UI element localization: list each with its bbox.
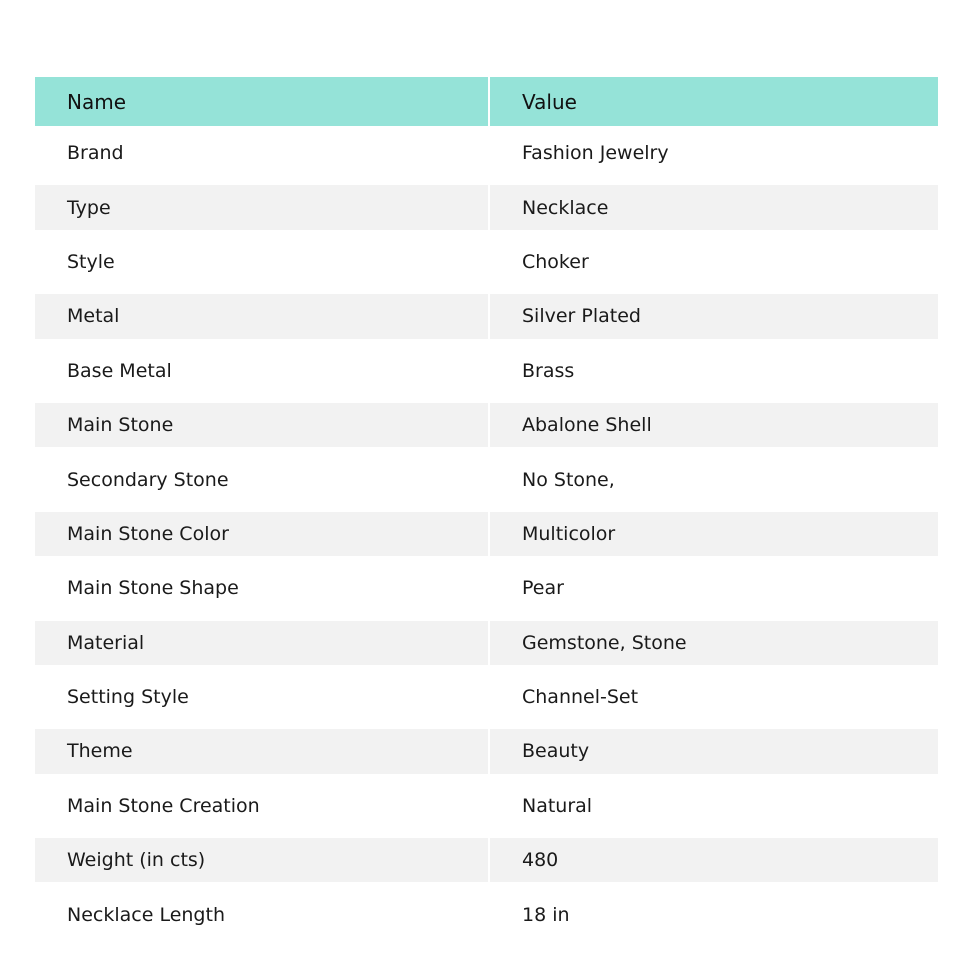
table-row — [35, 398, 938, 452]
table-row — [35, 507, 938, 561]
header-row — [35, 77, 938, 126]
table-header — [35, 77, 938, 126]
table-row — [35, 452, 938, 506]
table-row — [35, 126, 938, 180]
property-name-cell: Style — [35, 235, 490, 289]
property-value-cell: Abalone Shell — [490, 398, 938, 452]
property-value-cell: Channel-Set — [490, 670, 938, 724]
table-body — [35, 126, 938, 942]
property-value-cell: Multicolor — [490, 507, 938, 561]
property-name-cell: Metal — [35, 289, 490, 343]
property-value-cell: Brass — [490, 344, 938, 398]
property-value-cell: Choker — [490, 235, 938, 289]
property-name-cell: Setting Style — [35, 670, 490, 724]
property-value-cell: 480 — [490, 833, 938, 887]
property-name-cell: Necklace Length — [35, 887, 490, 941]
property-value-cell: Beauty — [490, 724, 938, 778]
column-header-value: Value — [490, 77, 938, 126]
table-row — [35, 724, 938, 778]
property-name-cell: Main Stone — [35, 398, 490, 452]
property-name-cell: Base Metal — [35, 344, 490, 398]
property-name-cell: Material — [35, 616, 490, 670]
table-row — [35, 344, 938, 398]
property-value-cell: No Stone, — [490, 452, 938, 506]
table-row — [35, 616, 938, 670]
table-row — [35, 670, 938, 724]
table-row — [35, 289, 938, 343]
property-name-cell: Main Stone Shape — [35, 561, 490, 615]
property-value-cell: Pear — [490, 561, 938, 615]
property-value-cell: Fashion Jewelry — [490, 126, 938, 180]
column-header-name: Name — [35, 77, 490, 126]
property-value-cell: Necklace — [490, 180, 938, 234]
property-value-cell: Gemstone, Stone — [490, 616, 938, 670]
property-name-cell: Main Stone Color — [35, 507, 490, 561]
property-name-cell: Secondary Stone — [35, 452, 490, 506]
table-row — [35, 833, 938, 887]
spec-table — [35, 77, 938, 942]
property-value-cell: Natural — [490, 779, 938, 833]
property-name-cell: Type — [35, 180, 490, 234]
table-row — [35, 180, 938, 234]
property-name-cell: Main Stone Creation — [35, 779, 490, 833]
table-row — [35, 561, 938, 615]
property-value-cell: Silver Plated — [490, 289, 938, 343]
property-value-cell: 18 in — [490, 887, 938, 941]
property-name-cell: Weight (in cts) — [35, 833, 490, 887]
table-row — [35, 779, 938, 833]
property-name-cell: Brand — [35, 126, 490, 180]
table-row — [35, 235, 938, 289]
table-row — [35, 887, 938, 941]
property-name-cell: Theme — [35, 724, 490, 778]
